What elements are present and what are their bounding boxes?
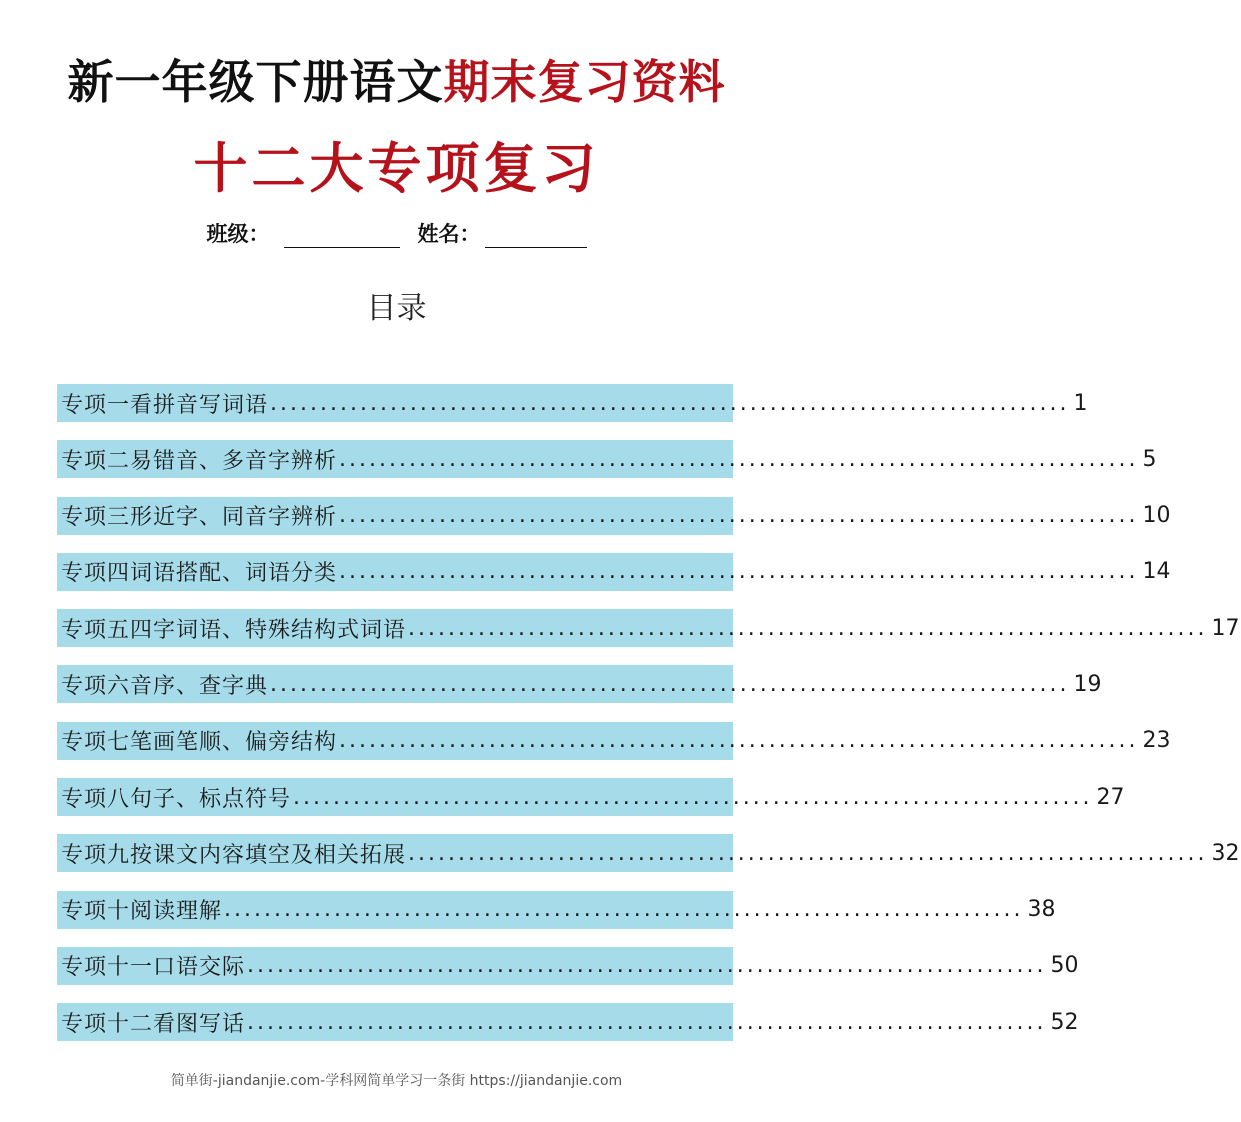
- toc-topic: 按课文内容填空及相关拓展: [130, 842, 407, 868]
- toc-row[interactable]: [57, 891, 1056, 929]
- toc-row[interactable]: [57, 609, 1240, 647]
- toc-topic: 口语交际: [153, 955, 246, 981]
- toc-page: 50: [1050, 953, 1079, 979]
- toc-page: 19: [1073, 671, 1102, 697]
- main-title-part2: 期末复习资料: [443, 55, 726, 109]
- toc-row[interactable]: [57, 497, 1171, 535]
- toc-number: 专项二: [61, 448, 131, 474]
- toc-page: 1: [1073, 390, 1088, 416]
- toc-number: 专项十: [61, 899, 131, 925]
- toc-number: 专项十一: [61, 955, 154, 981]
- toc-page: 32: [1211, 840, 1240, 866]
- class-blank: [284, 221, 400, 248]
- toc-number: 专项三: [61, 505, 131, 531]
- toc-page: 23: [1142, 728, 1171, 754]
- toc-leader-dots: ................................................................................: [247, 1009, 1047, 1035]
- toc-row[interactable]: [57, 947, 1079, 985]
- toc-row[interactable]: [57, 722, 1171, 760]
- toc-leader-dots: ................................................................................: [339, 503, 1139, 529]
- toc-row[interactable]: [57, 553, 1171, 591]
- toc-number: 专项九: [61, 842, 131, 868]
- toc-number: 专项八: [61, 786, 131, 812]
- toc-page: 38: [1027, 897, 1056, 923]
- toc-page: 52: [1050, 1009, 1079, 1035]
- toc-topic: 四字词语、特殊结构式词语: [130, 617, 407, 643]
- class-label: 班级：: [206, 222, 270, 246]
- toc-topic: 看拼音写词语: [130, 392, 269, 418]
- toc-leader-dots: ................................................................................: [339, 728, 1139, 754]
- name-label: 姓名：: [417, 222, 481, 246]
- toc-page: 14: [1142, 559, 1171, 585]
- toc-topic: 易错音、多音字辨析: [130, 448, 338, 474]
- toc-leader-dots: ................................................................................: [408, 615, 1208, 641]
- toc-page: 27: [1096, 784, 1125, 810]
- student-info: [0, 218, 793, 248]
- footer: 简单街-jiandanjie.com-学科网简单学习一条街 https://jiandanjie.com: [170, 1073, 623, 1089]
- toc-row[interactable]: [57, 1003, 1079, 1041]
- toc-topic: 音序、查字典: [130, 673, 269, 699]
- toc-row[interactable]: [57, 778, 1125, 816]
- toc-leader-dots: ................................................................................: [408, 840, 1208, 866]
- toc-number: 专项一: [61, 392, 131, 418]
- toc-leader-dots: ................................................................................: [224, 897, 1024, 923]
- toc-topic: 形近字、同音字辨析: [130, 505, 338, 531]
- main-title-part1: 新一年级下册语文: [67, 55, 444, 109]
- toc-leader-dots: ................................................................................: [270, 671, 1070, 697]
- table-of-contents: [57, 384, 1240, 1060]
- toc-row[interactable]: [57, 665, 1102, 703]
- toc-number: 专项七: [61, 730, 131, 756]
- toc-leader-dots: ................................................................................: [339, 559, 1139, 585]
- toc-title: 目录: [366, 291, 427, 326]
- toc-number: 专项五: [61, 617, 131, 643]
- main-title: [0, 46, 793, 112]
- toc-leader-dots: ................................................................................: [339, 446, 1139, 472]
- toc-topic: 阅读理解: [130, 899, 223, 925]
- toc-leader-dots: ................................................................................: [247, 953, 1047, 979]
- toc-leader-dots: ................................................................................: [293, 784, 1093, 810]
- toc-row[interactable]: [57, 384, 1088, 422]
- toc-topic: 看图写话: [153, 1011, 246, 1037]
- toc-number: 专项十二: [61, 1011, 154, 1037]
- subtitle: 十二大专项复习: [193, 137, 600, 200]
- toc-topic: 句子、标点符号: [130, 786, 292, 812]
- name-blank: [485, 221, 587, 248]
- toc-page: 17: [1211, 615, 1240, 641]
- toc-topic: 笔画笔顺、偏旁结构: [130, 730, 338, 756]
- toc-row[interactable]: [57, 834, 1240, 872]
- toc-topic: 词语搭配、词语分类: [130, 561, 338, 587]
- toc-leader-dots: ................................................................................: [270, 390, 1070, 416]
- toc-page: 10: [1142, 503, 1171, 529]
- toc-page: 5: [1142, 446, 1157, 472]
- toc-number: 专项六: [61, 673, 131, 699]
- toc-number: 专项四: [61, 561, 131, 587]
- toc-row[interactable]: [57, 440, 1157, 478]
